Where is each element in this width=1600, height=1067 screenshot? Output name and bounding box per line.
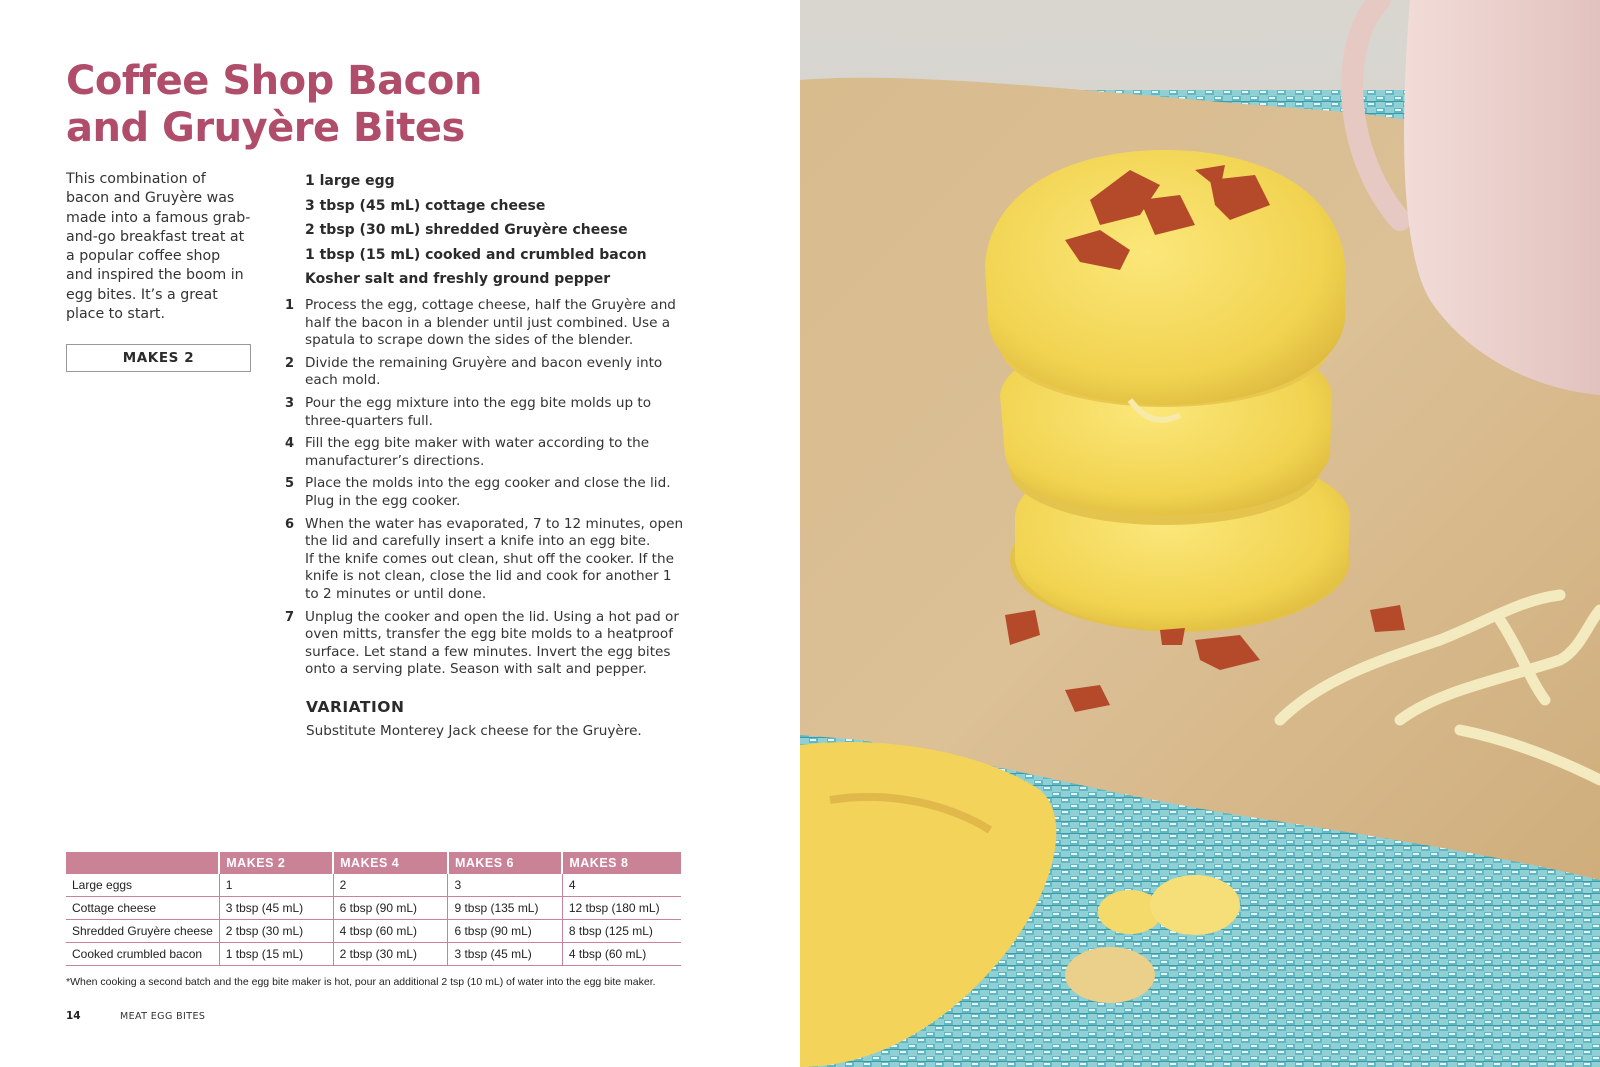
step-number: 4 <box>285 436 295 452</box>
table-cell: 6 tbsp (90 mL) <box>333 897 448 920</box>
table-cell: Shredded Gruyère cheese <box>66 920 219 943</box>
step-item <box>285 297 685 350</box>
ingredient-item: 3 tbsp (45 mL) cottage cheese <box>305 197 546 214</box>
step-item <box>285 475 685 510</box>
batch-size-table <box>66 852 681 966</box>
table-cell: 4 <box>562 874 681 897</box>
step-number: 6 <box>285 516 295 532</box>
method-steps <box>285 297 685 684</box>
egg-crumb <box>1150 875 1240 935</box>
recipe-title-line-2: and Gruyère Bites <box>66 105 465 151</box>
ingredient-list <box>305 169 685 292</box>
step-item <box>285 516 685 604</box>
table-cell: 1 <box>219 874 333 897</box>
table-cell: Cooked crumbled bacon <box>66 943 219 966</box>
table-row <box>66 897 681 920</box>
food-photo-page <box>800 0 1600 1067</box>
step-item <box>285 435 685 470</box>
step-text: Pour the egg mixture into the egg bite molds up to three-quarters full. <box>305 394 652 429</box>
yield-box: MAKES 2 <box>66 344 251 372</box>
table-cell: 3 <box>448 874 562 897</box>
egg-crumb <box>1065 947 1155 1003</box>
step-number: 7 <box>285 609 295 625</box>
recipe-intro: This combination of bacon and Gruyère was made into a famous grab-and-go breakfast treat at a popular coffee shop and inspired the boom in egg bites. It’s a great place to start. <box>66 171 251 323</box>
table-cell: Cottage cheese <box>66 897 219 920</box>
table-cell: 2 tbsp (30 mL) <box>333 943 448 966</box>
step-number: 3 <box>285 395 295 411</box>
recipe-title-line-1: Coffee Shop Bacon <box>66 58 482 104</box>
variation-text: Substitute Monterey Jack cheese for the Gruyère. <box>306 723 642 739</box>
table-header-cell: MAKES 8 <box>562 852 681 874</box>
table-header-row <box>66 852 681 874</box>
table-cell: Large eggs <box>66 874 219 897</box>
table-cell: 2 tbsp (30 mL) <box>219 920 333 943</box>
variation-heading: VARIATION <box>306 698 405 716</box>
table-footnote: *When cooking a second batch and the egg bite maker is hot, pour an additional 2 tsp (10 mL) of water into the egg bite maker. <box>66 976 656 988</box>
step-text: When the water has evaporated, 7 to 12 minutes, open the lid and carefully insert a knife into an egg bite. If the knife comes out clean, shut off the cooker. If the knife is not clean, close the lid and cook for another 1 to 2 minutes or until done. <box>305 515 684 602</box>
recipe-title <box>66 58 626 152</box>
table-header-cell: MAKES 4 <box>333 852 448 874</box>
table-row <box>66 920 681 943</box>
ingredient-item: 1 large egg <box>305 173 395 189</box>
table-row <box>66 874 681 897</box>
page-number: 14 <box>66 1010 81 1022</box>
step-text: Divide the remaining Gruyère and bacon evenly into each mold. <box>305 354 663 389</box>
table-row <box>66 943 681 966</box>
ingredient-item: 1 tbsp (15 mL) cooked and crumbled bacon <box>305 246 647 263</box>
table-header-cell: MAKES 6 <box>448 852 562 874</box>
table-cell: 9 tbsp (135 mL) <box>448 897 562 920</box>
step-text: Unplug the cooker and open the lid. Using a hot pad or oven mitts, transfer the egg bite molds to a heatproof surface. Let stand a few minutes. Invert the egg bites onto a serving plate. Season with salt and pepper. <box>305 608 679 678</box>
table-cell: 1 tbsp (15 mL) <box>219 943 333 966</box>
step-item <box>285 355 685 390</box>
table-cell: 8 tbsp (125 mL) <box>562 920 681 943</box>
running-footer-section: MEAT EGG BITES <box>120 1011 206 1022</box>
step-number: 5 <box>285 476 295 492</box>
table-cell: 12 tbsp (180 mL) <box>562 897 681 920</box>
table-cell: 4 tbsp (60 mL) <box>333 920 448 943</box>
table-header-cell <box>66 852 219 874</box>
table-cell: 4 tbsp (60 mL) <box>562 943 681 966</box>
egg-bites-photo <box>800 0 1600 1067</box>
table-cell: 2 <box>333 874 448 897</box>
table-cell: 3 tbsp (45 mL) <box>448 943 562 966</box>
table-cell: 3 tbsp (45 mL) <box>219 897 333 920</box>
table-header-cell: MAKES 2 <box>219 852 333 874</box>
step-item <box>285 609 685 679</box>
step-item <box>285 395 685 430</box>
step-number: 2 <box>285 355 295 371</box>
ingredient-item: Kosher salt and freshly ground pepper <box>305 271 611 287</box>
step-number: 1 <box>285 298 295 313</box>
step-text: Process the egg, cottage cheese, half the Gruyère and half the bacon in a blender until just combined. Use a spatula to scrape down the sides of the blender. <box>305 297 676 349</box>
ingredient-item: 2 tbsp (30 mL) shredded Gruyère cheese <box>305 222 628 238</box>
step-text: Fill the egg bite maker with water according to the manufacturer’s directions. <box>305 435 650 469</box>
step-text: Place the molds into the egg cooker and close the lid. Plug in the egg cooker. <box>305 475 671 509</box>
table-cell: 6 tbsp (90 mL) <box>448 920 562 943</box>
